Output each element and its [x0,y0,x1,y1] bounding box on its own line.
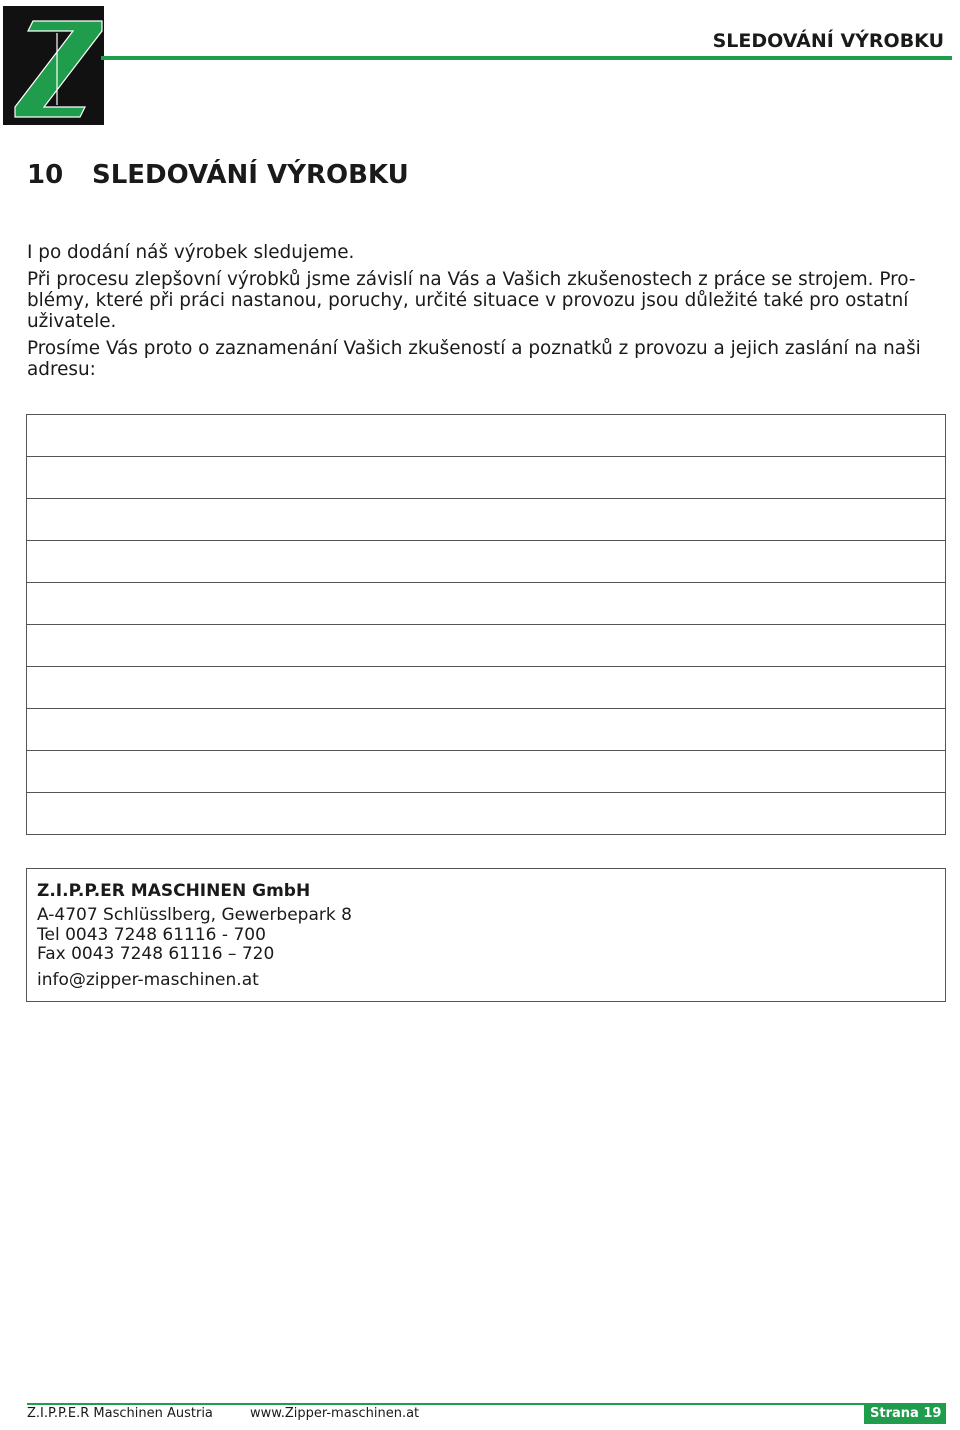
section-heading [27,159,409,191]
paragraph-line: adresu: [27,359,96,380]
notes-form-row [27,498,945,540]
paragraph [27,338,921,380]
notes-form-row [27,708,945,750]
address-fax: Fax 0043 7248 61116 – 720 [37,944,275,964]
notes-form-row [27,415,945,456]
notes-form [26,414,946,835]
address-street: A-4707 Schlüsslberg, Gewerbepark 8 [37,905,352,925]
body-text [27,242,921,386]
paragraph-line: blémy, které při práci nastanou, poruchy, určité situace v provozu jsou důležité také pro ostatní [27,290,909,311]
header-rule [101,56,952,60]
notes-form-row [27,666,945,708]
z-logo-icon [3,6,104,125]
paragraph-line: Při procesu zlepšovní výrobků jsme závislí na Vás a Vašich zkušenostech z práce se strojem. Pro- [27,269,916,290]
notes-form-row [27,624,945,666]
address-box [26,868,946,1002]
section-number: 10 [27,160,64,190]
page-number-badge: Strana 19 [864,1403,946,1424]
footer-company: Z.I.P.P.E.R Maschinen Austria [27,1406,213,1421]
address-phone: Tel 0043 7248 61116 - 700 [37,924,266,945]
notes-form-row [27,750,945,792]
paragraph-line: I po dodání náš výrobek sledujeme. [27,242,355,263]
address-company: Z.I.P.P.ER MASCHINEN GmbH [37,881,311,901]
address-email: info@zipper-maschinen.at [37,969,259,990]
paragraph-line: Prosíme Vás proto o zaznamenání Vašich zkušeností a poznatků z provozu a jejich zaslání na naši [27,338,921,359]
notes-form-row [27,540,945,582]
paragraph [27,242,921,263]
notes-form-row [27,456,945,498]
notes-form-row [27,582,945,624]
running-header-title: SLEDOVÁNÍ VÝROBKU [712,30,944,52]
address-lines [37,906,935,965]
paragraph-line: uživatele. [27,311,117,332]
footer-website: www.Zipper-maschinen.at [250,1406,420,1421]
section-title: SLEDOVÁNÍ VÝROBKU [92,160,409,190]
paragraph [27,269,921,332]
notes-form-row [27,792,945,834]
